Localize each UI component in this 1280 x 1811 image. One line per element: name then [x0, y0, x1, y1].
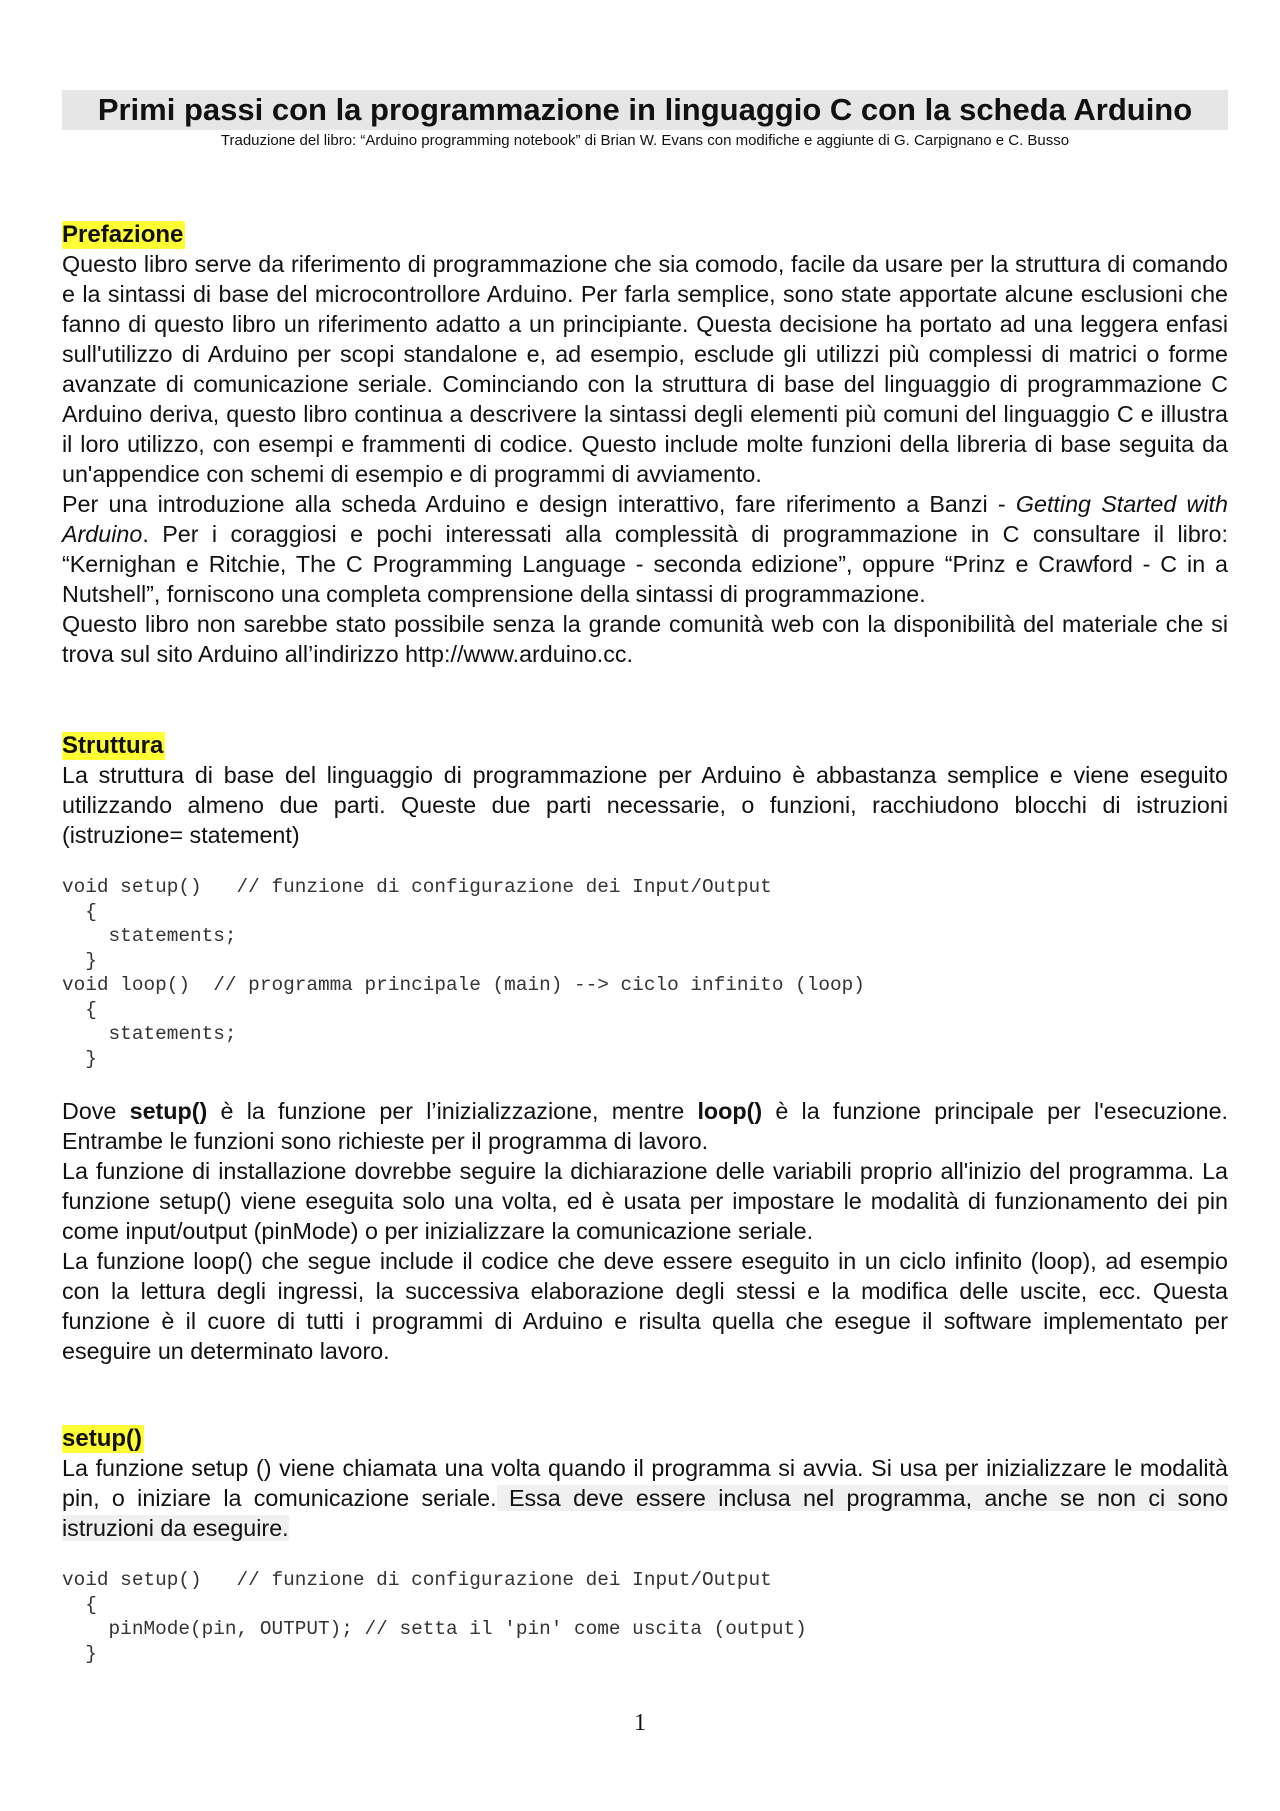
document-subtitle: Traduzione del libro: “Arduino programming notebook” di Brian W. Evans con modifiche e aggiunte di G. Carpignano e C. Busso: [220, 132, 1070, 149]
section-heading-setup: setup(): [62, 1425, 142, 1452]
book-title-italic: Getting Started with Arduino: [62, 491, 1228, 547]
setup-p1-text-b: Essa deve essere inclusa nel programma, anche se non ci sono istruzioni da eseguire.: [62, 1485, 1228, 1541]
setup-keyword: setup(): [129, 1098, 208, 1124]
code-block-structure: void setup() // funzione di configurazione dei Input/Output { statements; } void loop() // programma principale (main) --> ciclo infinito (loop) { statements; }: [62, 876, 865, 1070]
setup-paragraph-1: [62, 1453, 1228, 1543]
loop-keyword: loop(): [697, 1098, 763, 1124]
struttura-paragraph-3: La funzione di installazione dovrebbe seguire la dichiarazione delle variabili proprio all'inizio del programma. La funzione setup() viene eseguita solo una volta, ed è usata per impostare le modalità di funzionamento dei pin come input/output (pinMode) o per inizializzare la comunicazione seriale.: [62, 1158, 1228, 1244]
section-heading-struttura: Struttura: [62, 732, 164, 759]
prefazione-p2-text-b: . Per i coraggiosi e pochi interessati alla complessità di programmazione in C consultare il libro: “Kernighan e Ritchie, The C Programming Language - seconda edizione”, oppure “Prinz e Crawford - C in a Nutshell”, forniscono una completa comprensione della sintassi di programmazione.: [62, 521, 1228, 607]
struttura-paragraph-4: La funzione loop() che segue include il codice che deve essere eseguito in un ciclo infinito (loop), ad esempio con la lettura degli ingressi, la successiva elaborazione degli stessi e la modifica delle uscite, ecc. Questa funzione è il cuore di tutti i programmi di Arduino e risulta quella che esegue il software implementato per eseguire un determinato lavoro.: [62, 1248, 1228, 1364]
section-setup: [62, 1425, 1228, 1666]
setup-p1-text-a: La funzione setup () viene chiamata una volta quando il programma si avvia. Si usa per inizializzare le modalità pin, o iniziare la comunicazione seriale.: [62, 1455, 1228, 1511]
prefazione-paragraph-2: [62, 489, 1228, 609]
struttura-paragraph-2: [62, 1096, 1228, 1156]
section-prefazione: [62, 221, 1228, 669]
prefazione-paragraph-1: Questo libro serve da riferimento di programmazione che sia comodo, facile da usare per la struttura di comando e la sintassi di base del microcontrollore Arduino. Per farla semplice, sono state apportate alcune esclusioni che fanno di questo libro un riferimento adatto a un principiante. Questa decisione ha portato ad una leggera enfasi sull'utilizzo di Arduino per scopi standalone e, ad esempio, esclude gli utilizzi più complessi di matrici o forme avanzate di comunicazione seriale. Cominciando con la struttura di base del linguaggio di programmazione C Arduino deriva, questo libro continua a descrivere la sintassi degli elementi più comuni del linguaggio C e illustra il loro utilizzo, con esempi e frammenti di codice. Questo include molte funzioni della libreria di base seguita da un'appendice con schemi di esempio e di programmi di avviamento.: [62, 251, 1228, 487]
struttura-p2-text-c: è la funzione per l’inizializzazione, mentre: [207, 1098, 698, 1124]
section-struttura: [62, 732, 1228, 1366]
prefazione-paragraph-3: Questo libro non sarebbe stato possibile senza la grande comunità web con la disponibilità del materiale che si trova sul sito Arduino all’indirizzo http://www.arduino.cc.: [62, 611, 1228, 667]
struttura-p2-text-a: Dove: [62, 1098, 130, 1124]
page-number: 1: [634, 1710, 646, 1736]
struttura-paragraph-1: La struttura di base del linguaggio di programmazione per Arduino è abbastanza semplice e viene eseguito utilizzando almeno due parti. Queste due parti necessarie, o funzioni, racchiudono blocchi di istruzioni (istruzione= statement): [62, 762, 1228, 848]
document-title: Primi passi con la programmazione in linguaggio C con la scheda Arduino: [62, 90, 1228, 130]
code-block-setup: void setup() // funzione di configurazione dei Input/Output { pinMode(pin, OUTPUT); // setta il 'pin' come uscita (output) }: [62, 1569, 807, 1665]
struttura-p2-text-d: è la funzione principale per l'esecuzione. Entrambe le funzioni sono richieste per il programma di lavoro.: [62, 1098, 1229, 1154]
prefazione-p2-text-a: Per una introduzione alla scheda Arduino e design interattivo, fare riferimento a Banzi -: [62, 491, 1016, 517]
document-page: [62, 90, 1228, 1666]
section-heading-prefazione: Prefazione: [62, 221, 184, 248]
